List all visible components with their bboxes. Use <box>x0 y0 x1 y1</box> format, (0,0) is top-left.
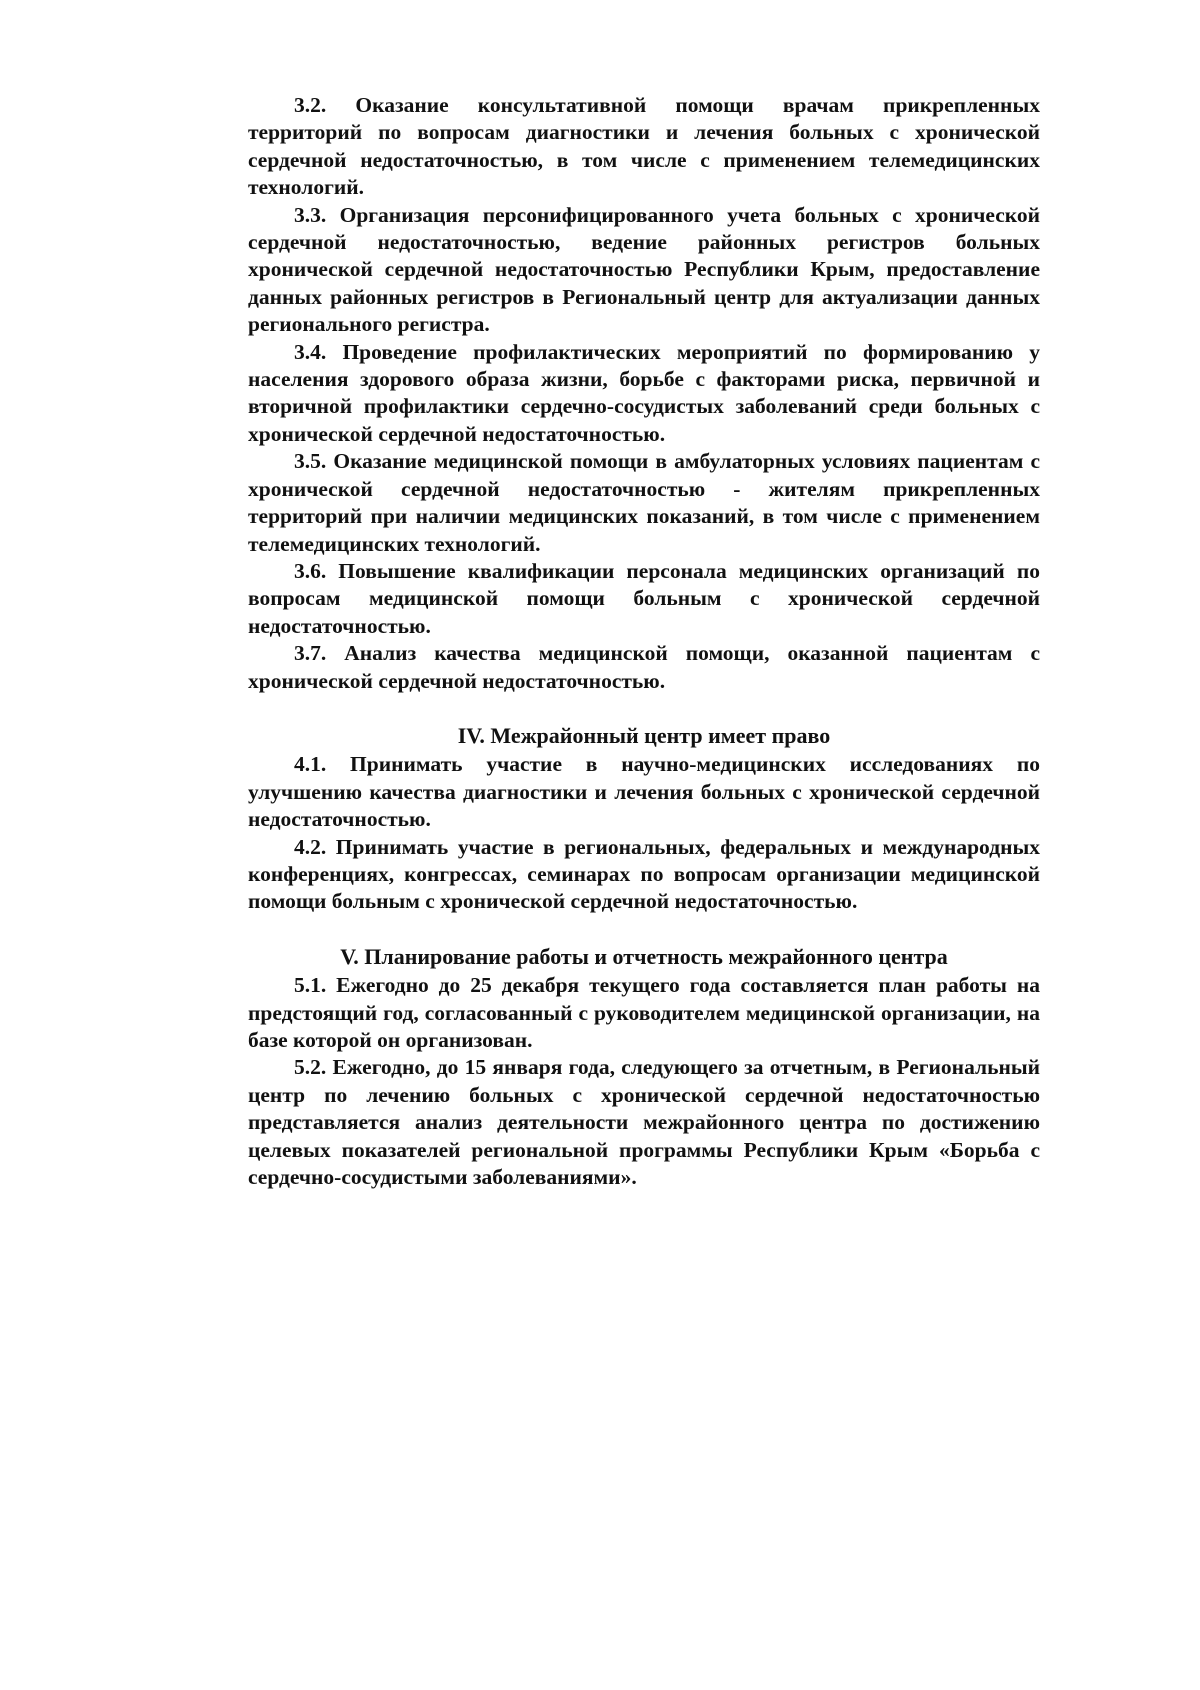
paragraph-3-4: 3.4. Проведение профилактических мероприятий по формированию у населения здорового образа жизни, борьбе с факторами риска, первичной и вторичной профилактики сердечно-сосудистых заболеваний среди больных с хронической сердечной недостаточностью. <box>248 339 1040 446</box>
document-body <box>248 92 1040 1191</box>
section-heading-v: V. Планирование работы и отчетность межрайонного центра <box>340 943 948 969</box>
paragraph-4-1: 4.1. Принимать участие в научно-медицинских исследованиях по улучшению качества диагностики и лечения больных с хронической сердечной недостаточностью. <box>248 752 1040 832</box>
paragraph-3-2: 3.2. Оказание консультативной помощи врачам прикрепленных территорий по вопросам диагностики и лечения больных с хронической сердечной недостаточностью, в том числе с применением телемедицинских технологий. <box>248 93 1040 200</box>
paragraph-3-5: 3.5. Оказание медицинской помощи в амбулаторных условиях пациентам с хронической сердечной недостаточностью - жителям прикрепленных территорий при наличии медицинских показаний, в том числе с применением телемедицинских технологий. <box>248 449 1040 556</box>
paragraph-5-1: 5.1. Ежегодно до 25 декабря текущего года составляется план работы на предстоящий год, согласованный с руководителем медицинской организации, на базе которой он организован. <box>248 973 1040 1052</box>
paragraph-3-7: 3.7. Анализ качества медицинской помощи, оказанной пациентам с хронической сердечной недостаточностью. <box>248 641 1040 693</box>
paragraph-5-2: 5.2. Ежегодно, до 15 января года, следующего за отчетным, в Региональный центр по лечению больных с хронической сердечной недостаточностью представляется анализ деятельности межрайонного центра по достижению целевых показателей региональной программы Республики Крым «Борьба с сердечно-сосудистыми заболеваниями». <box>248 1055 1040 1190</box>
section-heading-iv: IV. Межрайонный центр имеет право <box>457 722 831 748</box>
paragraph-3-3: 3.3. Организация персонифицированного учета больных с хронической сердечной недостаточностью, ведение районных регистров больных хронической сердечной недостаточностью Республики Крым, предоставление данных районных регистров в Региональный центр для актуализации данных регионального регистра. <box>248 202 1040 337</box>
paragraph-4-2: 4.2. Принимать участие в региональных, федеральных и международных конференциях, конгрессах, семинарах по вопросам организации медицинской помощи больным с хронической сердечной недостаточностью. <box>248 834 1040 914</box>
paragraph-3-6: 3.6. Повышение квалификации персонала медицинских организаций по вопросам медицинской помощи больным с хронической сердечной недостаточностью. <box>248 558 1040 638</box>
